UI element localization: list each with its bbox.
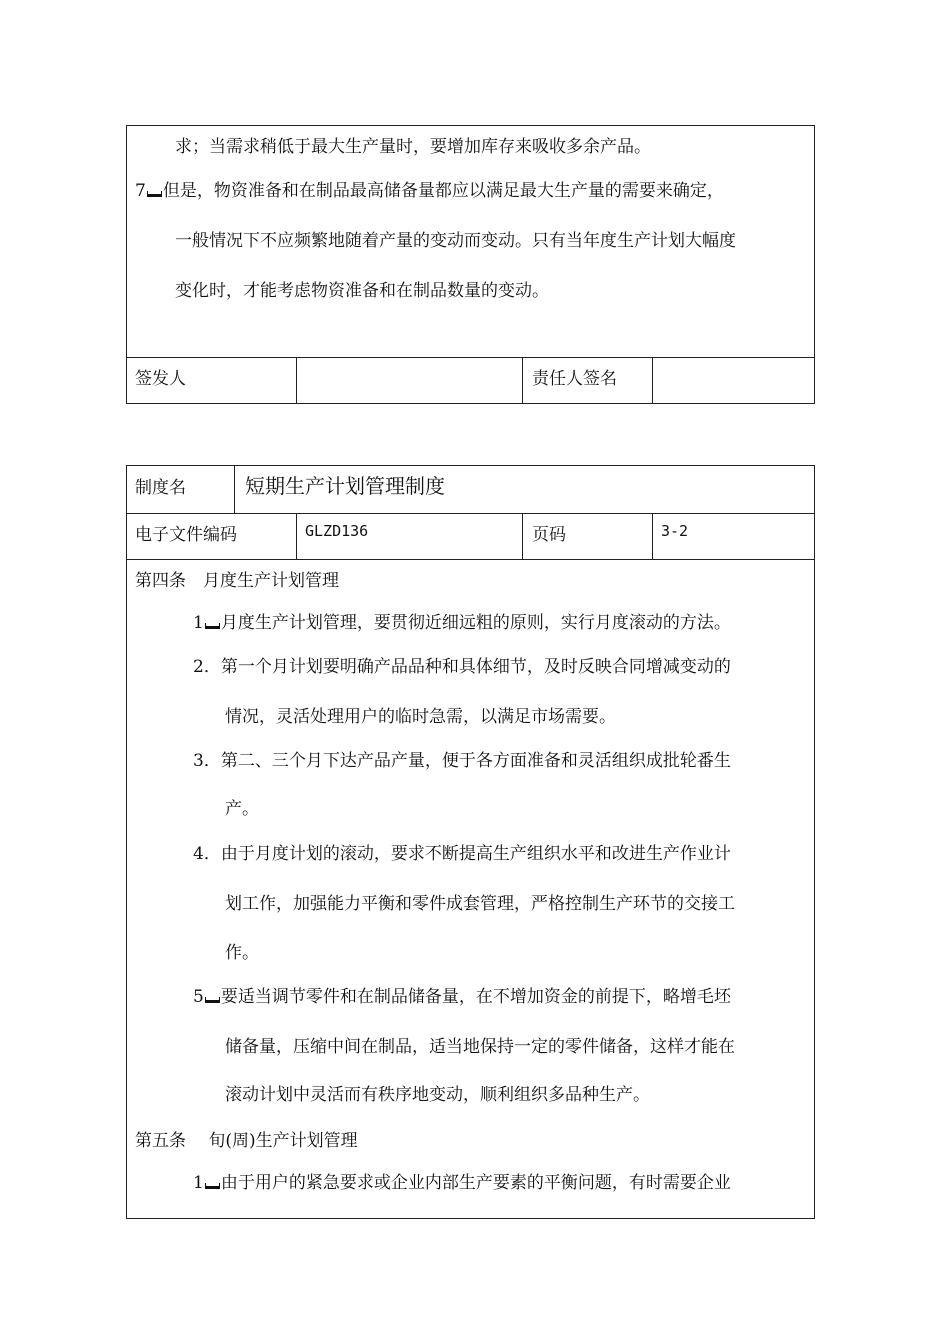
list-item-7 [135,176,724,201]
cell-divider [296,357,297,404]
row-divider [127,513,814,514]
cell-divider [296,513,297,559]
list-item-4 [193,839,731,864]
article-4-title: 第四条 月度生产计划管理 [135,571,339,591]
list-item-1 [193,608,731,633]
file-code-value: GLZD136 [305,522,369,540]
policy-table [126,465,815,1219]
list-item-1 [193,1168,731,1193]
item-marker-icon [205,623,220,629]
cell-divider [652,513,653,559]
list-item-2 [193,652,731,677]
item-number: 2． [193,657,221,677]
list-item-5 [193,982,731,1007]
text-line: 产。 [225,799,259,819]
cell-divider [522,357,523,404]
file-code-label: 电子文件编码 [135,525,237,545]
cell-divider [522,513,523,559]
text-line: 一般情况下不应频繁地随着产量的变动而变动。只有当年度生产计划大幅度 [175,231,736,251]
row-divider [127,559,814,560]
item-number: 5 [193,987,204,1007]
policy-name-label: 制度名 [135,478,186,498]
signer-label: 签发人 [135,369,186,389]
text-line: 储备量，压缩中间在制品，适当地保持一定的零件储备，这样才能在 [225,1037,735,1057]
page-label: 页码 [532,525,566,545]
text-line: 但是，物资准备和在制品最高储备量都应以满足最大生产量的需要来确定， [162,181,724,201]
item-number: 4． [193,844,221,864]
list-item-3 [193,746,731,771]
text-line: 划工作，加强能力平衡和零件成套管理，严格控制生产环节的交接工 [225,894,735,914]
item-marker-icon [205,1183,220,1189]
item-number: 1 [193,613,204,633]
item-number: 7 [135,181,146,201]
text-line: 由于月度计划的滚动，要求不断提高生产组织水平和改进生产作业计 [220,844,731,864]
page-value: 3-2 [661,522,689,540]
text-line: 求；当需求稍低于最大生产量时，要增加库存来吸收多余产品。 [175,137,651,157]
text-line: 情况，灵活处理用户的临时急需，以满足市场需要。 [225,707,616,727]
text-line: 月度生产计划管理，要贯彻近细远粗的原则，实行月度滚动的方法。 [220,613,731,633]
text-line: 作。 [225,943,259,963]
responsible-signature-label: 责任人签名 [532,369,617,389]
article-5-title: 第五条 旬(周)生产计划管理 [135,1131,358,1151]
item-marker-icon [205,997,220,1003]
text-line: 变化时，才能考虑物资准备和在制品数量的变动。 [175,281,549,301]
cell-divider [234,466,235,513]
text-line: 第一个月计划要明确产品品种和具体细节，及时反映合同增减变动的 [220,657,731,677]
cell-divider [652,357,653,404]
row-divider [127,357,814,358]
continuation-table [126,125,815,404]
text-line: 要适当调节零件和在制品储备量，在不增加资金的前提下，略增毛坯 [220,987,731,1007]
policy-name-value: 短期生产计划管理制度 [245,474,445,498]
item-number: 1 [193,1173,204,1193]
item-marker-icon [147,191,162,197]
text-line: 第二、三个月下达产品产量，便于各方面准备和灵活组织成批轮番生 [220,751,731,771]
item-number: 3． [193,751,221,771]
text-line: 由于用户的紧急要求或企业内部生产要素的平衡问题，有时需要企业 [220,1173,731,1193]
text-line: 滚动计划中灵活而有秩序地变动，顺利组织多品种生产。 [225,1085,650,1105]
